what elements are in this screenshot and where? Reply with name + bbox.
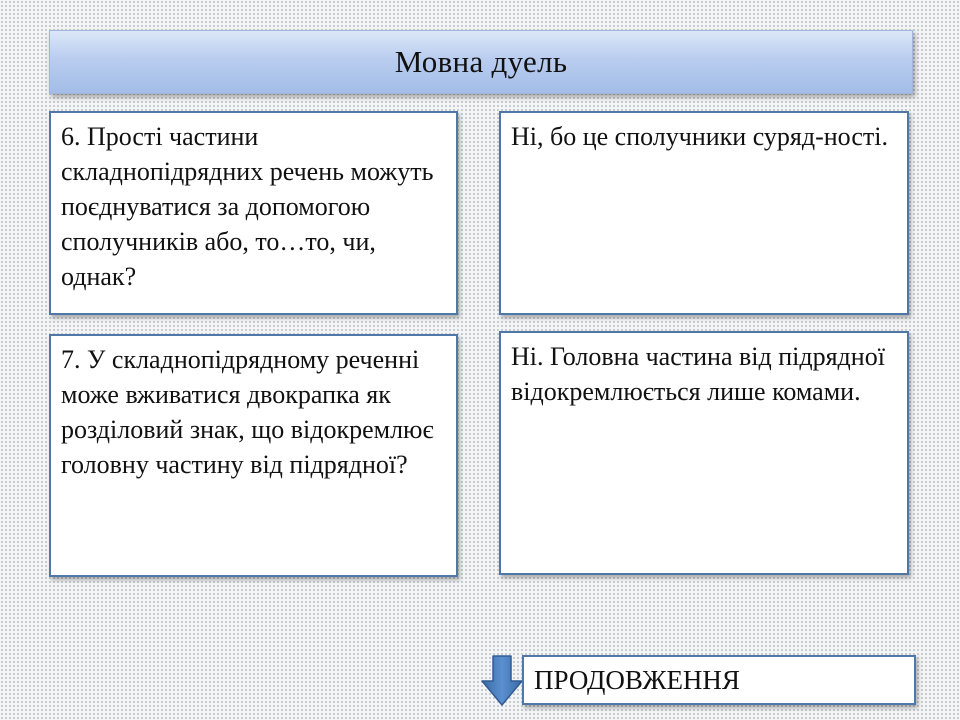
slide-title: Мовна дуель — [394, 44, 568, 79]
question-card-6: 6. Прості частини складнопідрядних речень можуть поєднуватися за допомогою сполучників або, то…то, чи, однак? — [49, 111, 458, 315]
continue-button[interactable] — [522, 655, 916, 705]
answer-card-6: Ні, бо це сполучники суряд-ності. — [499, 111, 909, 315]
slide-title-bar — [49, 30, 913, 94]
continue-label: ПРОДОВЖЕННЯ — [534, 664, 740, 695]
arrow-down-icon[interactable] — [480, 655, 524, 707]
question-card-7: 7. У складнопідрядному реченні може вживатися двокрапка як розділовий знак, що відокремлює головну частину від підрядної? — [49, 334, 458, 577]
answer-card-7: Ні. Головна частина від підрядної відокремлюється лише комами. — [499, 331, 909, 575]
